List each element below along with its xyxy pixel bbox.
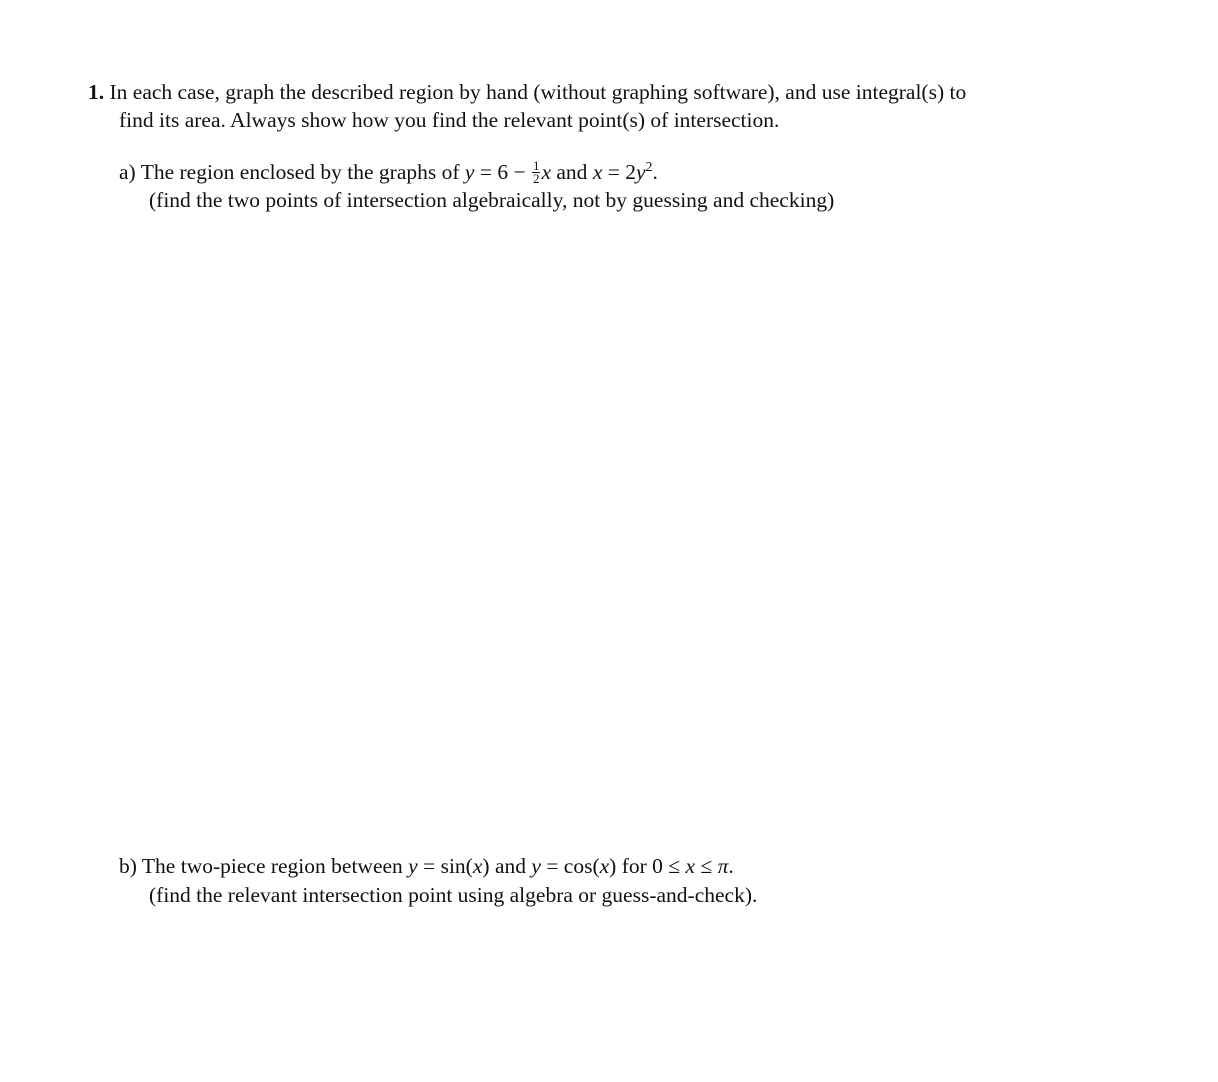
part-b-for: for 0 ≤ [616, 854, 686, 878]
part-a-eq2-exponent: 2 [645, 159, 653, 175]
part-b-x1: x [472, 854, 483, 878]
part-a-eq1-lhs: y [464, 160, 475, 184]
part-b-y1: y [408, 854, 418, 878]
part-b-text: The two-piece region between [141, 854, 403, 878]
problem-intro-text-2: find its area. Always show how you find the relevant point(s) of intersection. [119, 108, 780, 132]
part-b-sin: = sin( [417, 854, 473, 878]
part-a-eq2-lhs: x [592, 160, 603, 184]
part-a-conj: and [551, 160, 593, 184]
part-a-text: The region enclosed by the graphs of [140, 160, 460, 184]
part-b-note: (find the relevant intersection point using algebra or guess-and-check). [149, 883, 758, 907]
part-b-note-line [149, 881, 757, 909]
part-a-label: a) [119, 160, 136, 184]
part-b-cos: = cos( [540, 854, 600, 878]
part-b-pi: π [717, 854, 729, 878]
part-a-note-line [149, 186, 834, 214]
problem-number: 1. [88, 80, 105, 104]
part-b-close1: ) [482, 854, 490, 878]
problem-intro-text-1: In each case, graph the described region by hand (without graphing software), and use integral(s) to [109, 80, 967, 104]
problem-intro-line-2 [119, 106, 779, 134]
part-b-label: b) [119, 854, 137, 878]
part-a-fraction [532, 157, 541, 186]
part-b-y2: y [531, 854, 541, 878]
part-a-eq2-mid: = 2 [602, 160, 636, 184]
fraction-numerator: 1 [532, 157, 540, 173]
part-a-statement [119, 158, 658, 187]
part-b-x3: x [685, 854, 696, 878]
part-a-end: . [652, 160, 658, 184]
part-b-statement [119, 852, 734, 880]
fraction-denominator: 2 [532, 170, 540, 186]
part-b-x2: x [599, 854, 610, 878]
part-b-end: . [728, 854, 734, 878]
problem-intro-line-1 [88, 78, 966, 106]
part-a-eq1-var: x [541, 160, 552, 184]
part-b-le: ≤ [695, 854, 718, 878]
part-b-close2: ) [609, 854, 617, 878]
part-a-eq1-mid: = 6 − [474, 160, 531, 184]
part-a-note: (find the two points of intersection algebraically, not by guessing and checking) [149, 188, 835, 212]
part-a-eq2-var: y [636, 160, 646, 184]
part-b-conj: and [489, 854, 532, 878]
